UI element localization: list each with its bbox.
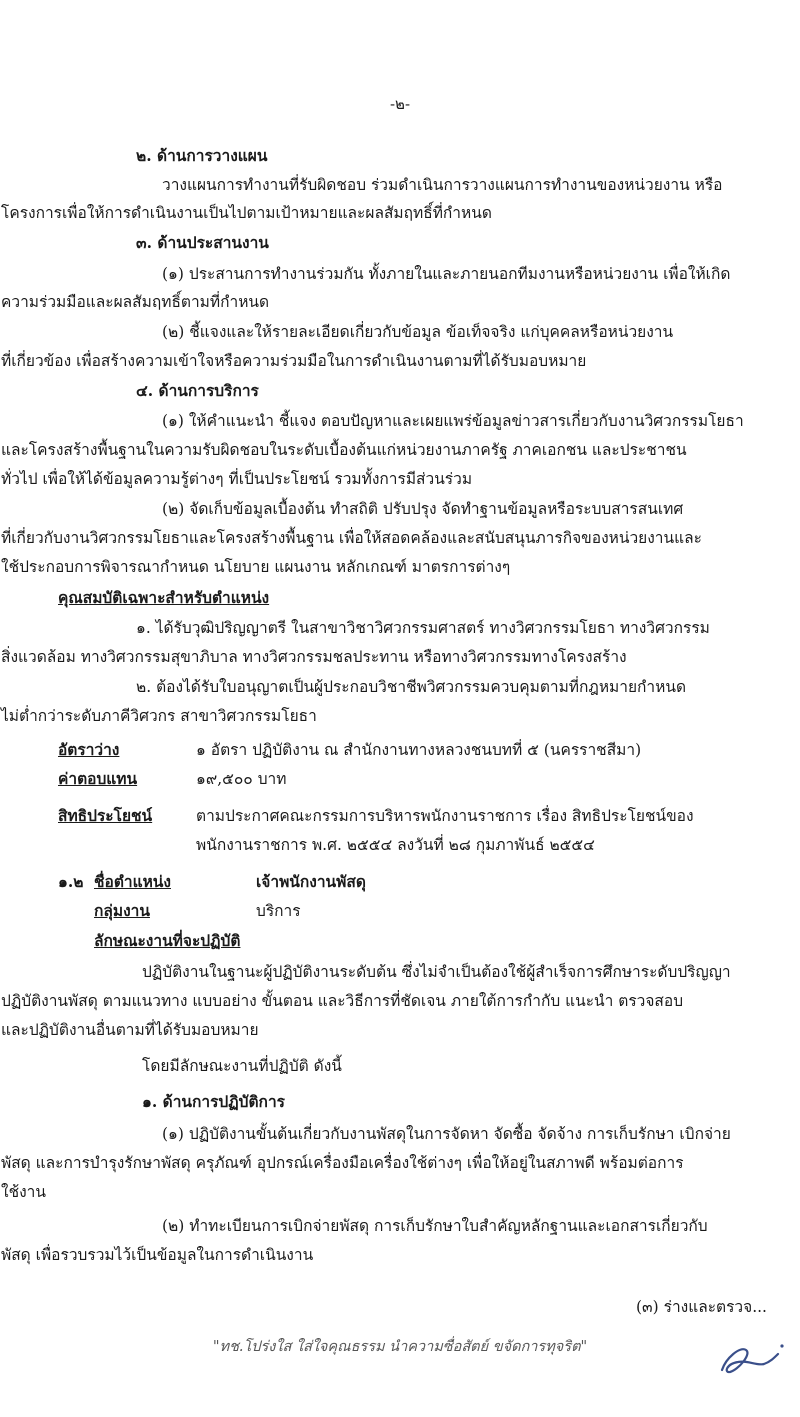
text-line: โครงการเพื่อให้การดำเนินงานเป็นไปตามเป้าหมายและผลสัมฤทธิ์ที่กำหนด <box>1 204 492 222</box>
text-line: ๒. ต้องได้รับใบอนุญาตเป็นผู้ประกอบวิชาชีพวิศวกรรมควบคุมตามที่กฎหมายกำหนด <box>136 678 687 696</box>
text-line: ปฏิบัติงานในฐานะผู้ปฏิบัติงานระดับต้น ซึ่งไม่จำเป็นต้องใช้ผู้สำเร็จการศึกษาระดับปริญญา <box>142 963 731 981</box>
text-line: ๔. ด้านการบริการ <box>136 381 259 400</box>
continued-text: (๓) ร่างและตรวจ... <box>636 1298 767 1316</box>
salary-value: ๑๙,๕๐๐ บาท <box>196 770 287 788</box>
text-line: ใช้งาน <box>1 1183 46 1201</box>
text-line: พัสดุ และการบำรุงรักษาพัสดุ ครุภัณฑ์ อุปกรณ์เครื่องมือเครื่องใช้ต่างๆ เพื่อให้อยู่ในสภาพดี พร้อมต่อการ <box>1 1154 684 1172</box>
text-line: ใช้ประกอบการพิจารณากำหนด นโยบาย แผนงาน หลักเกณฑ์ มาตรการต่างๆ <box>1 558 511 576</box>
signature-icon <box>716 1340 788 1378</box>
text-line: ปฏิบัติงานพัสดุ ตามแนวทาง แบบอย่าง ขั้นตอน และวิธีการที่ชัดเจน ภายใต้การกำกับ แนะนำ ตรวจสอบ <box>1 992 684 1010</box>
text-line: ๑. ด้านการปฏิบัติการ <box>142 1092 285 1111</box>
vacancy-label: อัตราว่าง <box>58 740 120 759</box>
text-line: ๒. ด้านการวางแผน <box>136 146 268 165</box>
text-line: (๑) ปฏิบัติงานขั้นต้นเกี่ยวกับงานพัสดุในการจัดหา จัดซื้อ จัดจ้าง การเก็บรักษา เบิกจ่าย <box>162 1125 731 1143</box>
footer-slogan: "ทช.โปร่งใส ใส่ใจคุณธรรม นำความซื่อสัตย์ ขจัดการทุจริต" <box>212 1339 588 1355</box>
text-line: สิ่งแวดล้อม ทางวิศวกรรมสุขาภิบาล ทางวิศวกรรมชลประทาน หรือทางวิศวกรรมทางโครงสร้าง <box>1 648 627 666</box>
page-number: -๒- <box>389 95 411 113</box>
text-line: พัสดุ เพื่อรวบรวมไว้เป็นข้อมูลในการดำเนินงาน <box>1 1246 314 1264</box>
group-value: บริการ <box>256 902 301 920</box>
position-label: ชื่อตำแหน่ง <box>94 872 171 891</box>
text-line: วางแผนการทำงานที่รับผิดชอบ ร่วมดำเนินการวางแผนการทำงานของหน่วยงาน หรือ <box>162 176 723 194</box>
text-line: ๑. ได้รับวุฒิปริญญาตรี ในสาขาวิชาวิศวกรรมศาสตร์ ทางวิศวกรรมโยธา ทางวิศวกรรม <box>136 619 710 637</box>
text-line: ความร่วมมือและผลสัมฤทธิ์ตามที่กำหนด <box>1 293 270 311</box>
salary-label: ค่าตอบแทน <box>58 769 138 788</box>
position-value: เจ้าพนักงานพัสดุ <box>256 872 366 891</box>
text-line: (๒) จัดเก็บข้อมูลเบื้องต้น ทำสถิติ ปรับปรุง จัดทำฐานข้อมูลหรือระบบสารสนเทศ <box>162 500 684 518</box>
text-line: ทั่วไป เพื่อให้ได้ข้อมูลความรู้ต่างๆ ที่เป็นประโยชน์ รวมทั้งการมีส่วนร่วม <box>1 470 473 488</box>
text-line: (๑) ให้คำแนะนำ ชี้แจง ตอบปัญหาและเผยแพร่ข้อมูลข่าวสารเกี่ยวกับงานวิศวกรรมโยธา <box>162 412 744 430</box>
text-line: และปฏิบัติงานอื่นตามที่ได้รับมอบหมาย <box>1 1021 259 1039</box>
benefit-label: สิทธิประโยชน์ <box>58 806 153 825</box>
text-line: ที่เกี่ยวข้อง เพื่อสร้างความเข้าใจหรือความร่วมมือในการดำเนินงานตามที่ได้รับมอบหมาย <box>1 352 587 370</box>
text-line: ไม่ต่ำกว่าระดับภาคีวิศวกร สาขาวิศวกรรมโยธา <box>1 707 317 725</box>
text-line: คุณสมบัติเฉพาะสำหรับตำแหน่ง <box>58 588 270 607</box>
benefit-value-line2: พนักงานราชการ พ.ศ. ๒๕๕๔ ลงวันที่ ๒๘ กุมภาพันธ์ ๒๕๕๔ <box>196 836 595 854</box>
text-line: (๒) ทำทะเบียนการเบิกจ่ายพัสดุ การเก็บรักษาใบสำคัญหลักฐานและเอกสารเกี่ยวกับ <box>162 1217 708 1235</box>
position-number: ๑.๒ <box>58 872 84 891</box>
benefit-value-line1: ตามประกาศคณะกรรมการบริหารพนักงานราชการ เรื่อง สิทธิประโยชน์ของ <box>196 807 694 825</box>
text-line: โดยมีลักษณะงานที่ปฏิบัติ ดังนี้ <box>142 1057 342 1075</box>
text-line: และโครงสร้างพื้นฐานในความรับผิดชอบในระดับเบื้องต้นแก่หน่วยงานภาครัฐ ภาคเอกชน และประชาชน <box>1 441 687 459</box>
text-line: ๓. ด้านประสานงาน <box>136 233 269 252</box>
text-line: ที่เกี่ยวกับงานวิศวกรรมโยธาและโครงสร้างพื้นฐาน เพื่อให้สอดคล้องและสนับสนุนภารกิจของหน่วยงานและ <box>1 529 702 547</box>
vacancy-value: ๑ อัตรา ปฏิบัติงาน ณ สำนักงานทางหลวงชนบทที่ ๕ (นครราชสีมา) <box>196 741 642 759</box>
text-line: (๑) ประสานการทำงานร่วมกัน ทั้งภายในและภายนอกทีมงานหรือหน่วยงาน เพื่อให้เกิด <box>162 265 731 283</box>
text-line: (๒) ชี้แจงและให้รายละเอียดเกี่ยวกับข้อมูล ข้อเท็จจริง แก่บุคคลหรือหน่วยงาน <box>162 323 674 341</box>
group-label: กลุ่มงาน <box>94 901 150 920</box>
duty-heading: ลักษณะงานที่จะปฏิบัติ <box>94 931 241 950</box>
